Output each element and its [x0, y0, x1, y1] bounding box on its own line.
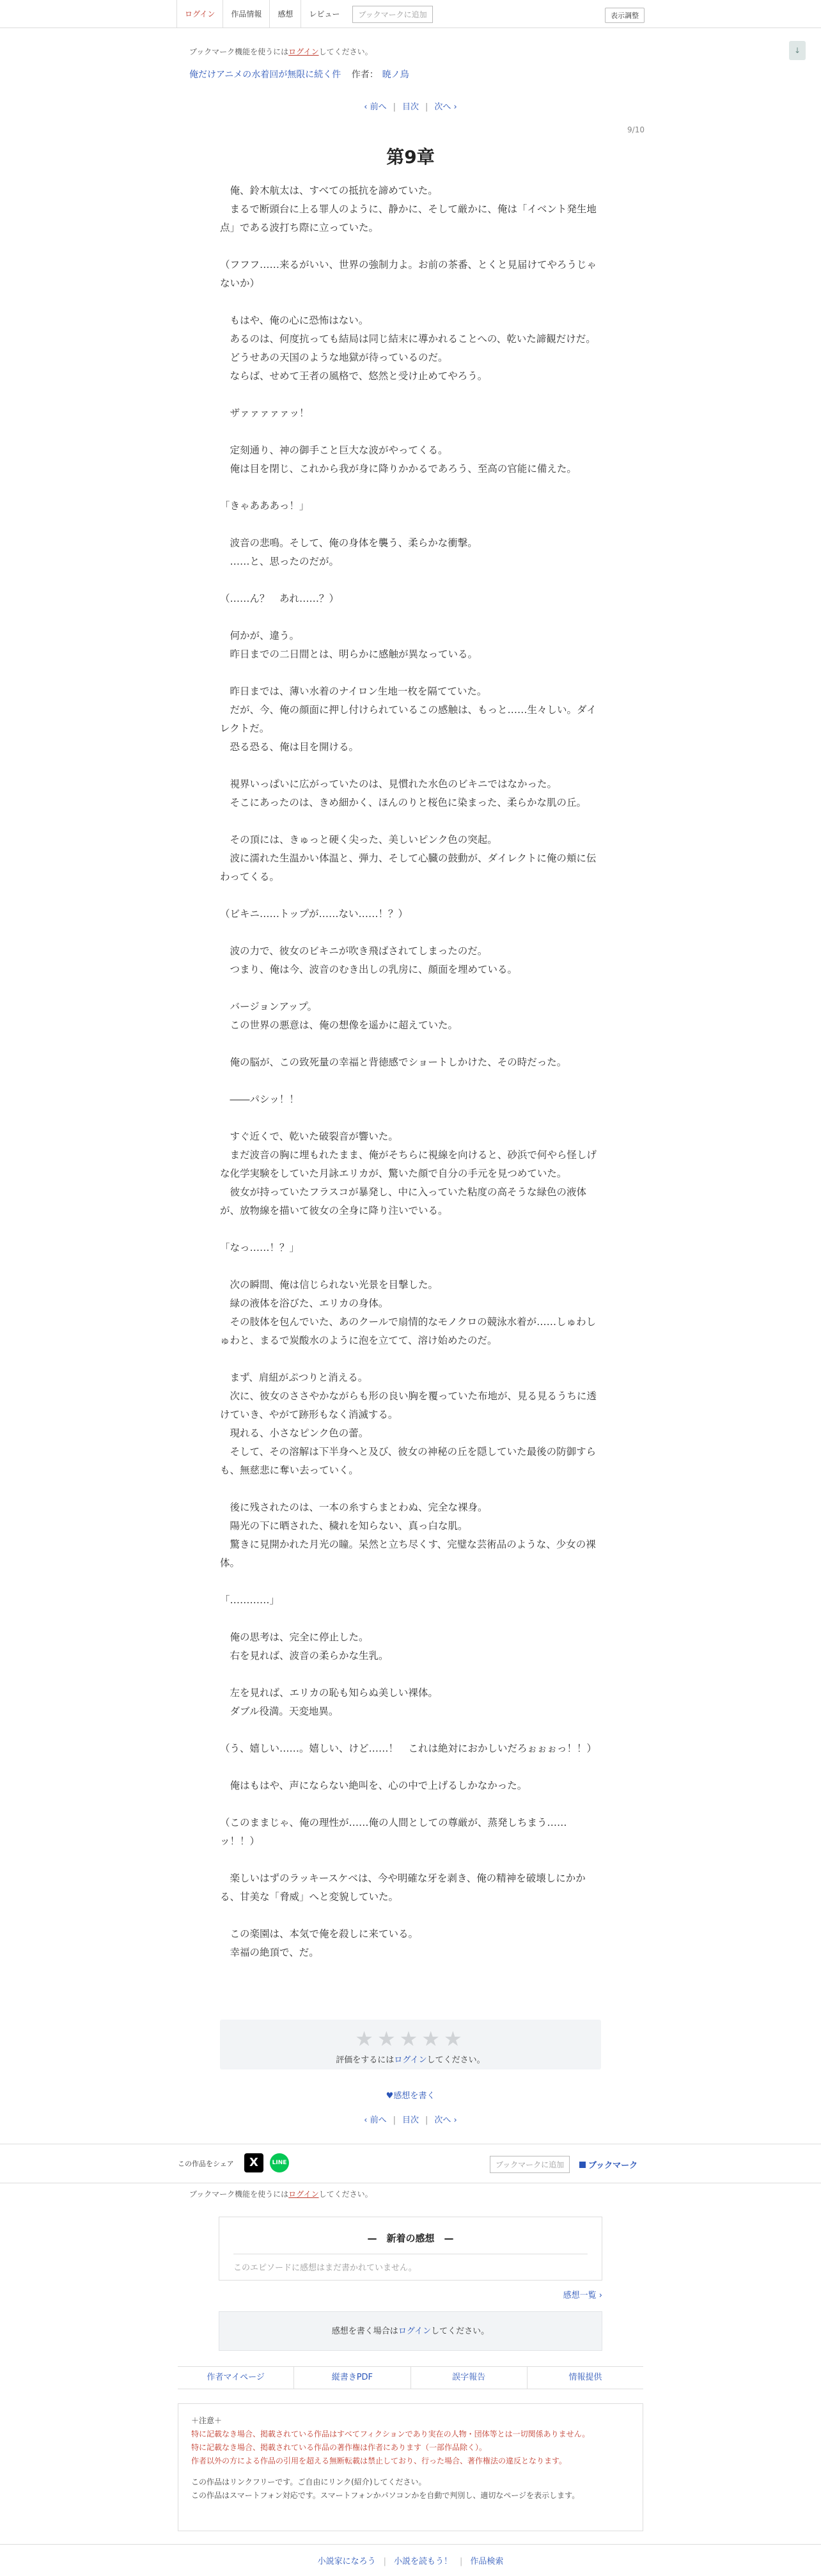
body-paragraph: 俺、鈴木航太は、すべての抵抗を諦めていた。: [220, 185, 438, 196]
info-provide-link[interactable]: 情報提供: [568, 2373, 602, 2382]
body-paragraph: 左を見れば、エリカの恥も知らぬ美しい裸体。: [220, 1687, 438, 1699]
body-paragraph: すぐ近くで、乾いた破裂音が響いた。: [220, 1131, 398, 1142]
body-paragraph: [220, 923, 601, 942]
search-link[interactable]: 作品検索: [470, 2557, 504, 2566]
top-navigation-bar: [0, 0, 821, 28]
index-link[interactable]: 目次: [402, 2116, 419, 2125]
footer-links: 小説家になろう | 小説を読もう！ | 作品検索: [317, 2557, 504, 2566]
body-paragraph: 波音の悲鳴。そして、俺の身体を襲う、柔らかな衝撃。: [220, 537, 478, 549]
body-paragraph: 俺の思考は、完全に停止した。: [220, 1631, 369, 1643]
body-paragraph: 緑の液体を浴びた、エリカの身体。: [220, 1298, 389, 1309]
caution-line: 特に記載なき場合、掲載されている作品の著作権は作者にあります（一部作品除く）。: [191, 2443, 487, 2452]
body-paragraph: 俺の脳が、この致死量の幸福と背徳感でショートしかけた、その時だった。: [220, 1056, 567, 1068]
body-paragraph: そこにあったのは、きめ細かく、ほんのりと桜色に染まった、柔らかな肌の丘。: [220, 797, 587, 808]
bookmark-add-button[interactable]: ブックマークに追加: [352, 6, 432, 23]
body-paragraph: 波に濡れた生温かい体温と、弾力、そして心臓の鼓動が、ダイレクトに俺の頬に伝わってくる。: [220, 852, 597, 883]
body-paragraph: まだ波音の胸に埋もれたまま、俺がそちらに視線を向けると、砂浜で何やら怪しげな化学実験をしていた月詠エリカが、驚いた顔で自分の手元を見つめていた。: [220, 1149, 597, 1179]
body-paragraph: [220, 1665, 601, 1684]
body-paragraph: [220, 979, 601, 998]
reviews-empty-text: このエピソードに感想はまだ書かれていません。: [233, 2254, 588, 2273]
work-header: [189, 68, 409, 81]
body-paragraph: 俺はもはや、声にならない絶叫を、心の中で上げるしかなかった。: [220, 1780, 528, 1791]
body-paragraph: 幸福の絶頂で、だ。: [220, 1947, 319, 1958]
body-paragraph: もはや、俺の心に恐怖はない。: [220, 315, 369, 326]
body-paragraph: [220, 423, 601, 441]
work-info-link[interactable]: 作品情報: [223, 0, 269, 28]
body-paragraph: 彼女が持っていたフラスコが暴発し、中に入っていた粘度の高そうな緑色の液体が、放物線を描いて彼女の全身に降り注いでいる。: [220, 1186, 587, 1216]
body-paragraph: つまり、俺は今、波音のむき出しの乳房に、顔面を埋めている。: [220, 964, 518, 975]
author-link[interactable]: 暁ノ鳥: [382, 70, 409, 80]
caution-box: [178, 2403, 643, 2531]
write-review-link[interactable]: ♥感想を書く: [386, 2091, 435, 2101]
body-paragraph: ――パシッ！！: [220, 1094, 299, 1105]
bookmark-label: ブックマーク: [588, 2161, 638, 2171]
author-label: 作者：: [351, 70, 379, 80]
caution-line: この作品はリンクフリーです。ご自由にリンク(紹介)してください。: [191, 2478, 426, 2486]
typo-report-link[interactable]: 誤字報告: [411, 2367, 528, 2389]
body-paragraph: [220, 1610, 601, 1628]
body-paragraph: [220, 1257, 601, 1276]
work-links-row: [178, 2366, 643, 2389]
body-paragraph: （う、嬉しい……。嬉しい、けど……！ これは絶対におかしいだろぉぉぉっ！！）: [220, 1743, 597, 1754]
notice-login-link[interactable]: ログイン: [288, 47, 319, 56]
work-title-link[interactable]: 俺だけアニメの水着回が無限に続く件: [189, 70, 341, 80]
body-paragraph: [220, 886, 601, 905]
body-paragraph: だが、今、俺の顔面に押し付けられているこの感触は、もっと……生々しい。ダイレクトだ。: [220, 704, 597, 734]
body-paragraph: [220, 1851, 601, 1869]
body-paragraph: ザァァァァァッ！: [220, 407, 309, 419]
body-paragraph: [220, 1721, 601, 1740]
prev-link[interactable]: ‹ 前へ: [364, 2116, 387, 2125]
body-paragraph: そして、その溶解は下半身へと及び、彼女の神秘の丘を隠していた最後の防御すらも、無慈悲に奪い去っていく。: [220, 1446, 597, 1476]
body-paragraph: [220, 1480, 601, 1498]
login-link[interactable]: ログイン: [176, 0, 223, 28]
review-login-box: [219, 2311, 602, 2351]
body-paragraph: [220, 293, 601, 311]
body-paragraph: 後に残されたのは、一本の糸すらまとわぬ、完全な裸身。: [220, 1502, 488, 1513]
body-paragraph: その肢体を包んでいた、あのクールで扇情的なモノクロの競泳水着が……しゅわしゅわと、まるで炭酸水のように泡を立てて、溶け始めたのだ。: [220, 1316, 597, 1346]
body-paragraph: 波の力で、彼女のビキニが吹き飛ばされてしまったのだ。: [220, 945, 488, 957]
body-paragraph: [220, 812, 601, 831]
review-login-link[interactable]: ログイン: [398, 2327, 432, 2336]
body-paragraph: 何かが、違う。: [220, 630, 300, 641]
body-paragraph: [220, 1573, 601, 1591]
body-paragraph: まず、肩紐がぷつりと消える。: [220, 1372, 368, 1383]
body-paragraph: [220, 664, 601, 682]
body-paragraph: その頂には、きゅっと硬く尖った、美しいピンク色の突起。: [220, 834, 497, 845]
body-paragraph: （このままじゃ、俺の理性が……俺の人間としての尊厳が、蒸発しちまう……ッ！！）: [220, 1817, 567, 1847]
notice-login-link[interactable]: ログイン: [288, 2190, 319, 2199]
body-paragraph: 陽光の下に晒された、穢れを知らない、真っ白な肌。: [220, 1520, 468, 1532]
body-paragraph: 「なっ……！？」: [220, 1242, 300, 1253]
body-paragraph: 楽しいはずのラッキースケベは、今や明確な牙を剥き、俺の精神を破壊しにかかる、甘美な「脅威」へと変貌していた。: [220, 1873, 586, 1903]
body-paragraph: バージョンアップ。: [220, 1001, 318, 1012]
review-link[interactable]: レビュー: [301, 0, 347, 28]
body-paragraph: 定刻通り、神の御手こと巨大な波がやってくる。: [220, 444, 448, 456]
narou-link[interactable]: 小説家になろう: [317, 2557, 376, 2566]
notice-text: ブックマーク機能を使うには: [189, 2190, 289, 2199]
body-paragraph: [220, 1072, 601, 1090]
body-paragraph: 驚きに見開かれた月光の瞳。呆然と立ち尽くす、完璧な芸術品のような、少女の裸体。: [220, 1539, 596, 1569]
body-paragraph: 右を見れば、波音の柔らかな生乳。: [220, 1650, 389, 1661]
login-box-text: してください。: [431, 2327, 490, 2336]
body-paragraph: [220, 386, 601, 404]
share-row: [0, 2144, 821, 2183]
body-paragraph: 恐る恐る、俺は目を開ける。: [220, 741, 359, 753]
rating-text: 評価をするには: [336, 2055, 395, 2065]
footer-divider: [0, 2544, 821, 2545]
body-paragraph: 次に、彼女のささやかながらも形の良い胸を覆っていた布地が、見る見るうちに透けていき、やがて跡形もなく消滅する。: [220, 1390, 597, 1420]
notice-text: ブックマーク機能を使うには: [189, 47, 289, 56]
body-paragraph: [220, 571, 601, 590]
display-settings-button[interactable]: 表示調整: [605, 8, 645, 23]
scroll-down-icon[interactable]: ↓: [789, 41, 806, 60]
chapter-title: 第9章: [386, 146, 435, 168]
reviews-title: — 新着の感想 —: [367, 2233, 454, 2244]
rating-login-link[interactable]: ログイン: [394, 2055, 427, 2065]
body-paragraph: [220, 608, 601, 627]
body-paragraph: [220, 1906, 601, 1925]
bookmark-icon: [579, 2162, 586, 2168]
index-link[interactable]: 目次: [402, 102, 419, 112]
body-paragraph: 俺は目を閉じ、これから我が身に降りかかるであろう、至高の官能に備えた。: [220, 463, 577, 475]
yomou-link[interactable]: 小説を読もう！: [393, 2557, 452, 2566]
body-paragraph: [220, 1109, 601, 1127]
body-paragraph: [220, 478, 601, 497]
body-paragraph: [220, 515, 601, 534]
body-paragraph: ……と、思ったのだが。: [220, 556, 340, 567]
header-nav: [176, 0, 433, 28]
bookmark-login-notice: [189, 46, 373, 57]
rating-note: [220, 2053, 601, 2065]
caution-heading: ＋注意＋: [191, 2416, 223, 2425]
notice-text: してください。: [318, 2190, 373, 2199]
caution-line: 特に記載なき場合、掲載されている作品はすべてフィクションであり実在の人物・団体等とは一切関係ありません。: [191, 2430, 590, 2439]
bookmark-link[interactable]: [579, 2158, 637, 2171]
next-link[interactable]: 次へ ›: [434, 2116, 457, 2125]
page-count: 9/10: [627, 125, 645, 134]
caution-line: この作品はスマートフォン対応です。スマートフォンかパソコンかを自動で判別し、適切なページを表示します。: [191, 2491, 580, 2500]
body-paragraph: ならば、せめて王者の風格で、悠然と受け止めてやろう。: [220, 370, 488, 382]
body-paragraph: [220, 1220, 601, 1239]
body-paragraph: この楽園は、本気で俺を殺しに来ている。: [220, 1928, 419, 1940]
body-paragraph: 次の瞬間、俺は信じられない光景を目撃した。: [220, 1279, 439, 1291]
body-paragraph: [220, 1758, 601, 1777]
author-page-link[interactable]: 作者マイページ: [178, 2367, 294, 2389]
rating-text: してください。: [426, 2055, 485, 2065]
impressions-link[interactable]: 感想: [269, 0, 301, 28]
body-paragraph: （ビキニ……トップが……ない……！？）: [220, 908, 409, 920]
chapter-body: [220, 182, 601, 1962]
body-paragraph: あるのは、何度抗っても結局は同じ結末に導かれることへの、乾いた諦観だけだ。: [220, 333, 596, 345]
body-paragraph: [220, 1795, 601, 1814]
body-paragraph: ダブル役満。天変地異。: [220, 1706, 339, 1717]
body-paragraph: 視界いっぱいに広がっていたのは、見慣れた水色のビキニではなかった。: [220, 778, 558, 790]
body-paragraph: 昨日までは、薄い水着のナイロン生地一枚を隔てていた。: [220, 686, 487, 697]
body-paragraph: 昨日までの二日間とは、明らかに感触が異なっている。: [220, 648, 478, 660]
bookmark-add-button[interactable]: ブックマークに追加: [490, 2156, 570, 2173]
rating-stars[interactable]: ★★★★★: [355, 2027, 466, 2051]
notice-text: してください。: [318, 47, 373, 56]
body-paragraph: この世界の悪意は、俺の想像を遥かに超えていた。: [220, 1019, 458, 1031]
body-paragraph: （フフフ……来るがいい、世界の強制力よ。お前の茶番、とくと見届けてやろうじゃないか）: [220, 259, 597, 289]
body-paragraph: [220, 757, 601, 775]
chapter-pager-bottom: ‹ 前へ | 目次 | 次へ ›: [364, 2116, 457, 2125]
body-paragraph: 「…………」: [220, 1594, 280, 1606]
body-paragraph: [220, 237, 601, 256]
chapter-pager-top: ‹ 前へ | 目次 | 次へ ›: [364, 102, 457, 112]
body-paragraph: [220, 1350, 601, 1369]
line-share-icon[interactable]: LINE: [270, 2153, 289, 2172]
new-reviews-box: [219, 2217, 602, 2281]
prev-link[interactable]: ‹ 前へ: [364, 102, 387, 112]
body-paragraph: （……ん？ あれ……？）: [220, 593, 340, 604]
vertical-pdf-link[interactable]: 縦書きPDF: [294, 2367, 410, 2389]
caution-line: 作者以外の方による作品の引用を超える無断転載は禁止しており、行った場合、著作権法の違反となります。: [191, 2456, 567, 2465]
x-share-icon[interactable]: X: [244, 2153, 263, 2172]
rating-box: [220, 2020, 601, 2069]
bookmark-login-notice-bottom: [189, 2188, 373, 2199]
share-label: この作品をシェア: [178, 2160, 234, 2168]
next-link[interactable]: 次へ ›: [434, 102, 457, 112]
body-paragraph: どうせあの天国のような地獄が待っているのだ。: [220, 352, 448, 363]
review-list-link[interactable]: 感想一覧 ›: [563, 2291, 602, 2300]
body-paragraph: [220, 1035, 601, 1053]
body-paragraph: 「きゃあああっ！」: [220, 500, 309, 512]
body-paragraph: まるで断頭台に上る罪人のように、静かに、そして厳かに、俺は「イベント発生地点」である波打ち際に立っていた。: [220, 203, 597, 233]
login-box-text: 感想を書く場合は: [331, 2327, 398, 2336]
body-paragraph: 現れる、小さなピンク色の蕾。: [220, 1427, 369, 1439]
